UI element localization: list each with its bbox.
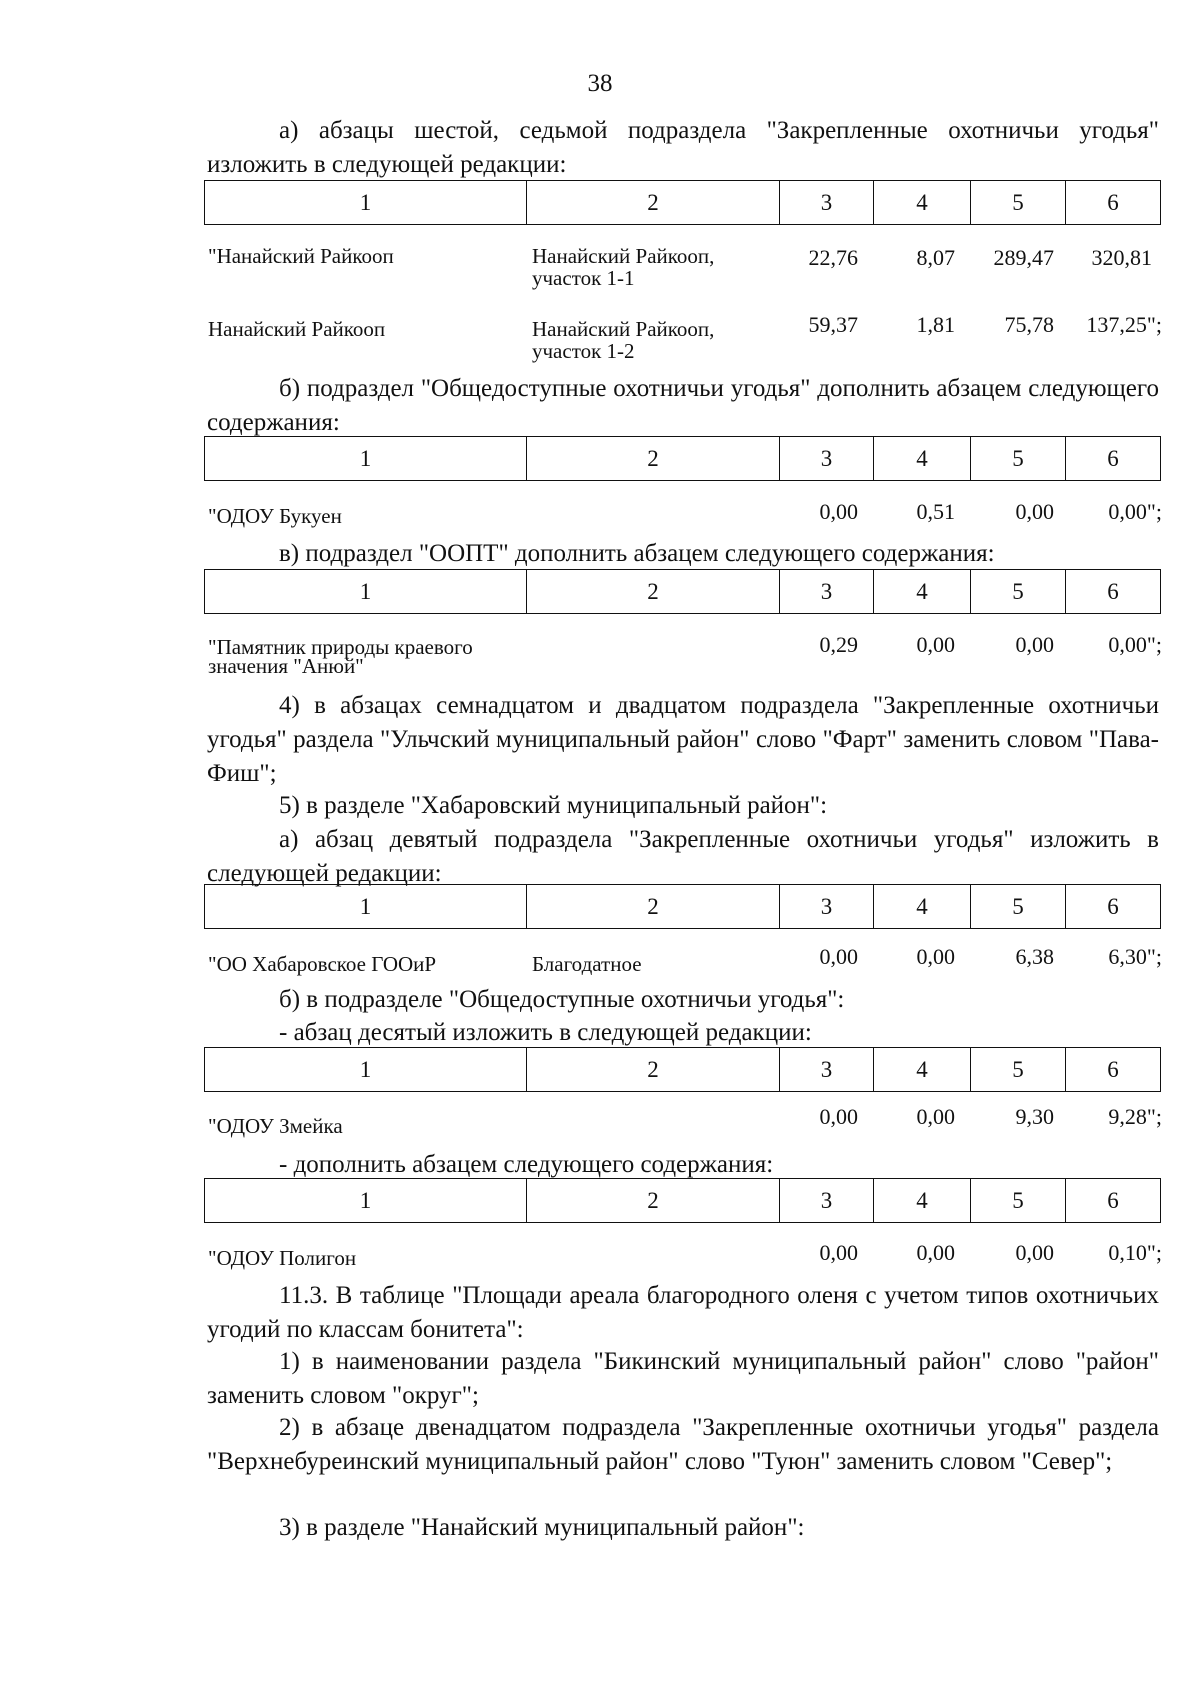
col-6: 6 <box>1066 181 1161 225</box>
t1-r2-c2a: Нанайский Райкооп, <box>532 317 715 341</box>
col-1: 1 <box>205 885 527 929</box>
t1-r1-c3: 22,76 <box>808 245 858 270</box>
col-5: 5 <box>971 181 1066 225</box>
table-header-5 <box>204 1047 1161 1092</box>
col-4: 4 <box>874 570 971 614</box>
col-1: 1 <box>205 1179 527 1223</box>
col-1: 1 <box>205 1048 527 1092</box>
t2-r1-c6: 0,00"; <box>1108 499 1162 524</box>
col-6: 6 <box>1066 570 1161 614</box>
paragraph-11-3-2: 2) в абзаце двенадцатом подраздела "Закрепленные охотничьи угодья" раздела "Верхнебуреинский муниципальный район" слово "Туюн" заменить словом "Север"; <box>207 1414 1159 1475</box>
col-4: 4 <box>874 437 971 481</box>
col-4: 4 <box>874 1179 971 1223</box>
col-5: 5 <box>971 1048 1066 1092</box>
col-2: 2 <box>527 570 780 614</box>
t4-r1-c5: 6,38 <box>1015 944 1054 969</box>
t3-r1-c6: 0,00"; <box>1108 632 1162 657</box>
t2-r1-c3: 0,00 <box>819 499 858 524</box>
t4-r1-c6: 6,30"; <box>1108 944 1162 969</box>
paragraph-5b2-add: - дополнить абзацем следующего содержания: <box>279 1151 774 1178</box>
paragraph-11-3-3: 3) в разделе "Нанайский муниципальный район": <box>279 1514 805 1541</box>
t1-r1-c2a: Нанайский Райкооп, <box>532 244 715 268</box>
paragraph-5-khabarovsk: 5) в разделе "Хабаровский муниципальный район": <box>279 792 828 819</box>
col-6: 6 <box>1066 885 1161 929</box>
t1-r2-c6: 137,25"; <box>1086 312 1162 337</box>
t4-r1-c1: "ОО Хабаровское ГООиР <box>208 952 437 976</box>
t6-r1-c6: 0,10"; <box>1108 1240 1162 1265</box>
paragraph-5b-public-lands: б) в подразделе "Общедоступные охотничьи угодья": <box>279 986 845 1013</box>
t2-r1-c4: 0,51 <box>916 499 955 524</box>
col-3: 3 <box>780 1048 874 1092</box>
t3-r1-c1b: значения "Анюй" <box>208 654 364 678</box>
col-6: 6 <box>1066 437 1161 481</box>
col-4: 4 <box>874 885 971 929</box>
t3-r1-c3: 0,29 <box>819 632 858 657</box>
col-3: 3 <box>780 437 874 481</box>
paragraph-5b1-tenth: - абзац десятый изложить в следующей редакции: <box>279 1019 812 1046</box>
t5-r1-c3: 0,00 <box>819 1104 858 1129</box>
table-header-4 <box>204 884 1161 929</box>
paragraph-4-ulch: 4) в абзацах семнадцатом и двадцатом подраздела "Закрепленные охотничьи угодья" раздела "Ульчский муниципальный район" слово "Фарт" заменить словом "Пава-Фиш"; <box>207 692 1159 787</box>
col-2: 2 <box>527 1048 780 1092</box>
t4-r1-c4: 0,00 <box>916 944 955 969</box>
col-2: 2 <box>527 181 780 225</box>
col-3: 3 <box>780 1179 874 1223</box>
t5-r1-c1: "ОДОУ Змейка <box>208 1114 343 1138</box>
t6-r1-c4: 0,00 <box>916 1240 955 1265</box>
t1-r2-c4: 1,81 <box>916 312 955 337</box>
t4-r1-c3: 0,00 <box>819 944 858 969</box>
t5-r1-c4: 0,00 <box>916 1104 955 1129</box>
col-3: 3 <box>780 885 874 929</box>
t6-r1-c1: "ОДОУ Полигон <box>208 1246 357 1270</box>
col-5: 5 <box>971 570 1066 614</box>
table-header-2 <box>204 436 1161 481</box>
col-4: 4 <box>874 1048 971 1092</box>
col-2: 2 <box>527 1179 780 1223</box>
col-5: 5 <box>971 437 1066 481</box>
t5-r1-c5: 9,30 <box>1015 1104 1054 1129</box>
t6-r1-c5: 0,00 <box>1015 1240 1054 1265</box>
t1-r2-c2b: участок 1-2 <box>532 339 635 363</box>
t5-r1-c6: 9,28"; <box>1108 1104 1162 1129</box>
page-number: 38 <box>587 70 613 97</box>
col-3: 3 <box>780 181 874 225</box>
t1-r2-c3: 59,37 <box>808 312 858 337</box>
t2-r1-c5: 0,00 <box>1015 499 1054 524</box>
col-2: 2 <box>527 885 780 929</box>
col-4: 4 <box>874 181 971 225</box>
t1-r1-c1: "Нанайский Райкооп <box>208 244 394 268</box>
t3-r1-c4: 0,00 <box>916 632 955 657</box>
t6-r1-c3: 0,00 <box>819 1240 858 1265</box>
table-header-3 <box>204 569 1161 614</box>
t4-r1-c2: Благодатное <box>532 952 642 976</box>
table-header-1 <box>204 180 1161 225</box>
t1-r1-c5: 289,47 <box>993 245 1054 270</box>
table-header-6 <box>204 1178 1161 1223</box>
t1-r1-c2b: участок 1-1 <box>532 266 635 290</box>
t1-r1-c6: 320,81 <box>1091 245 1152 270</box>
col-5: 5 <box>971 885 1066 929</box>
t1-r1-c4: 8,07 <box>916 245 955 270</box>
t3-r1-c1a: "Памятник природы краевого <box>208 635 473 659</box>
t3-r1-c5: 0,00 <box>1015 632 1054 657</box>
paragraph-5a-closed-lands: а) абзац девятый подраздела "Закрепленные охотничьи угодья" изложить в следующей редакции: <box>207 826 1159 887</box>
col-5: 5 <box>971 1179 1066 1223</box>
col-1: 1 <box>205 437 527 481</box>
col-1: 1 <box>205 570 527 614</box>
col-6: 6 <box>1066 1179 1161 1223</box>
col-3: 3 <box>780 570 874 614</box>
col-6: 6 <box>1066 1048 1161 1092</box>
paragraph-11-3: 11.3. В таблице "Площади ареала благородного оленя с учетом типов охотничьих угодий по классам бонитета": <box>207 1282 1159 1343</box>
paragraph-v-protected-areas: в) подраздел "ООПТ" дополнить абзацем следующего содержания: <box>279 540 995 567</box>
col-1: 1 <box>205 181 527 225</box>
t2-r1-c1: "ОДОУ Букуен <box>208 504 342 528</box>
paragraph-11-3-1: 1) в наименовании раздела "Бикинский муниципальный район" слово "район" заменить словом "округ"; <box>207 1348 1159 1409</box>
t1-r2-c1: Нанайский Райкооп <box>208 317 386 341</box>
col-2: 2 <box>527 437 780 481</box>
t1-r2-c5: 75,78 <box>1004 312 1054 337</box>
paragraph-b-public-lands: б) подраздел "Общедоступные охотничьи угодья" дополнить абзацем следующего содержания: <box>207 375 1159 436</box>
paragraph-a-closed-lands: а) абзацы шестой, седьмой подраздела "Закрепленные охотничьи угодья" изложить в следующей редакции: <box>207 117 1159 178</box>
